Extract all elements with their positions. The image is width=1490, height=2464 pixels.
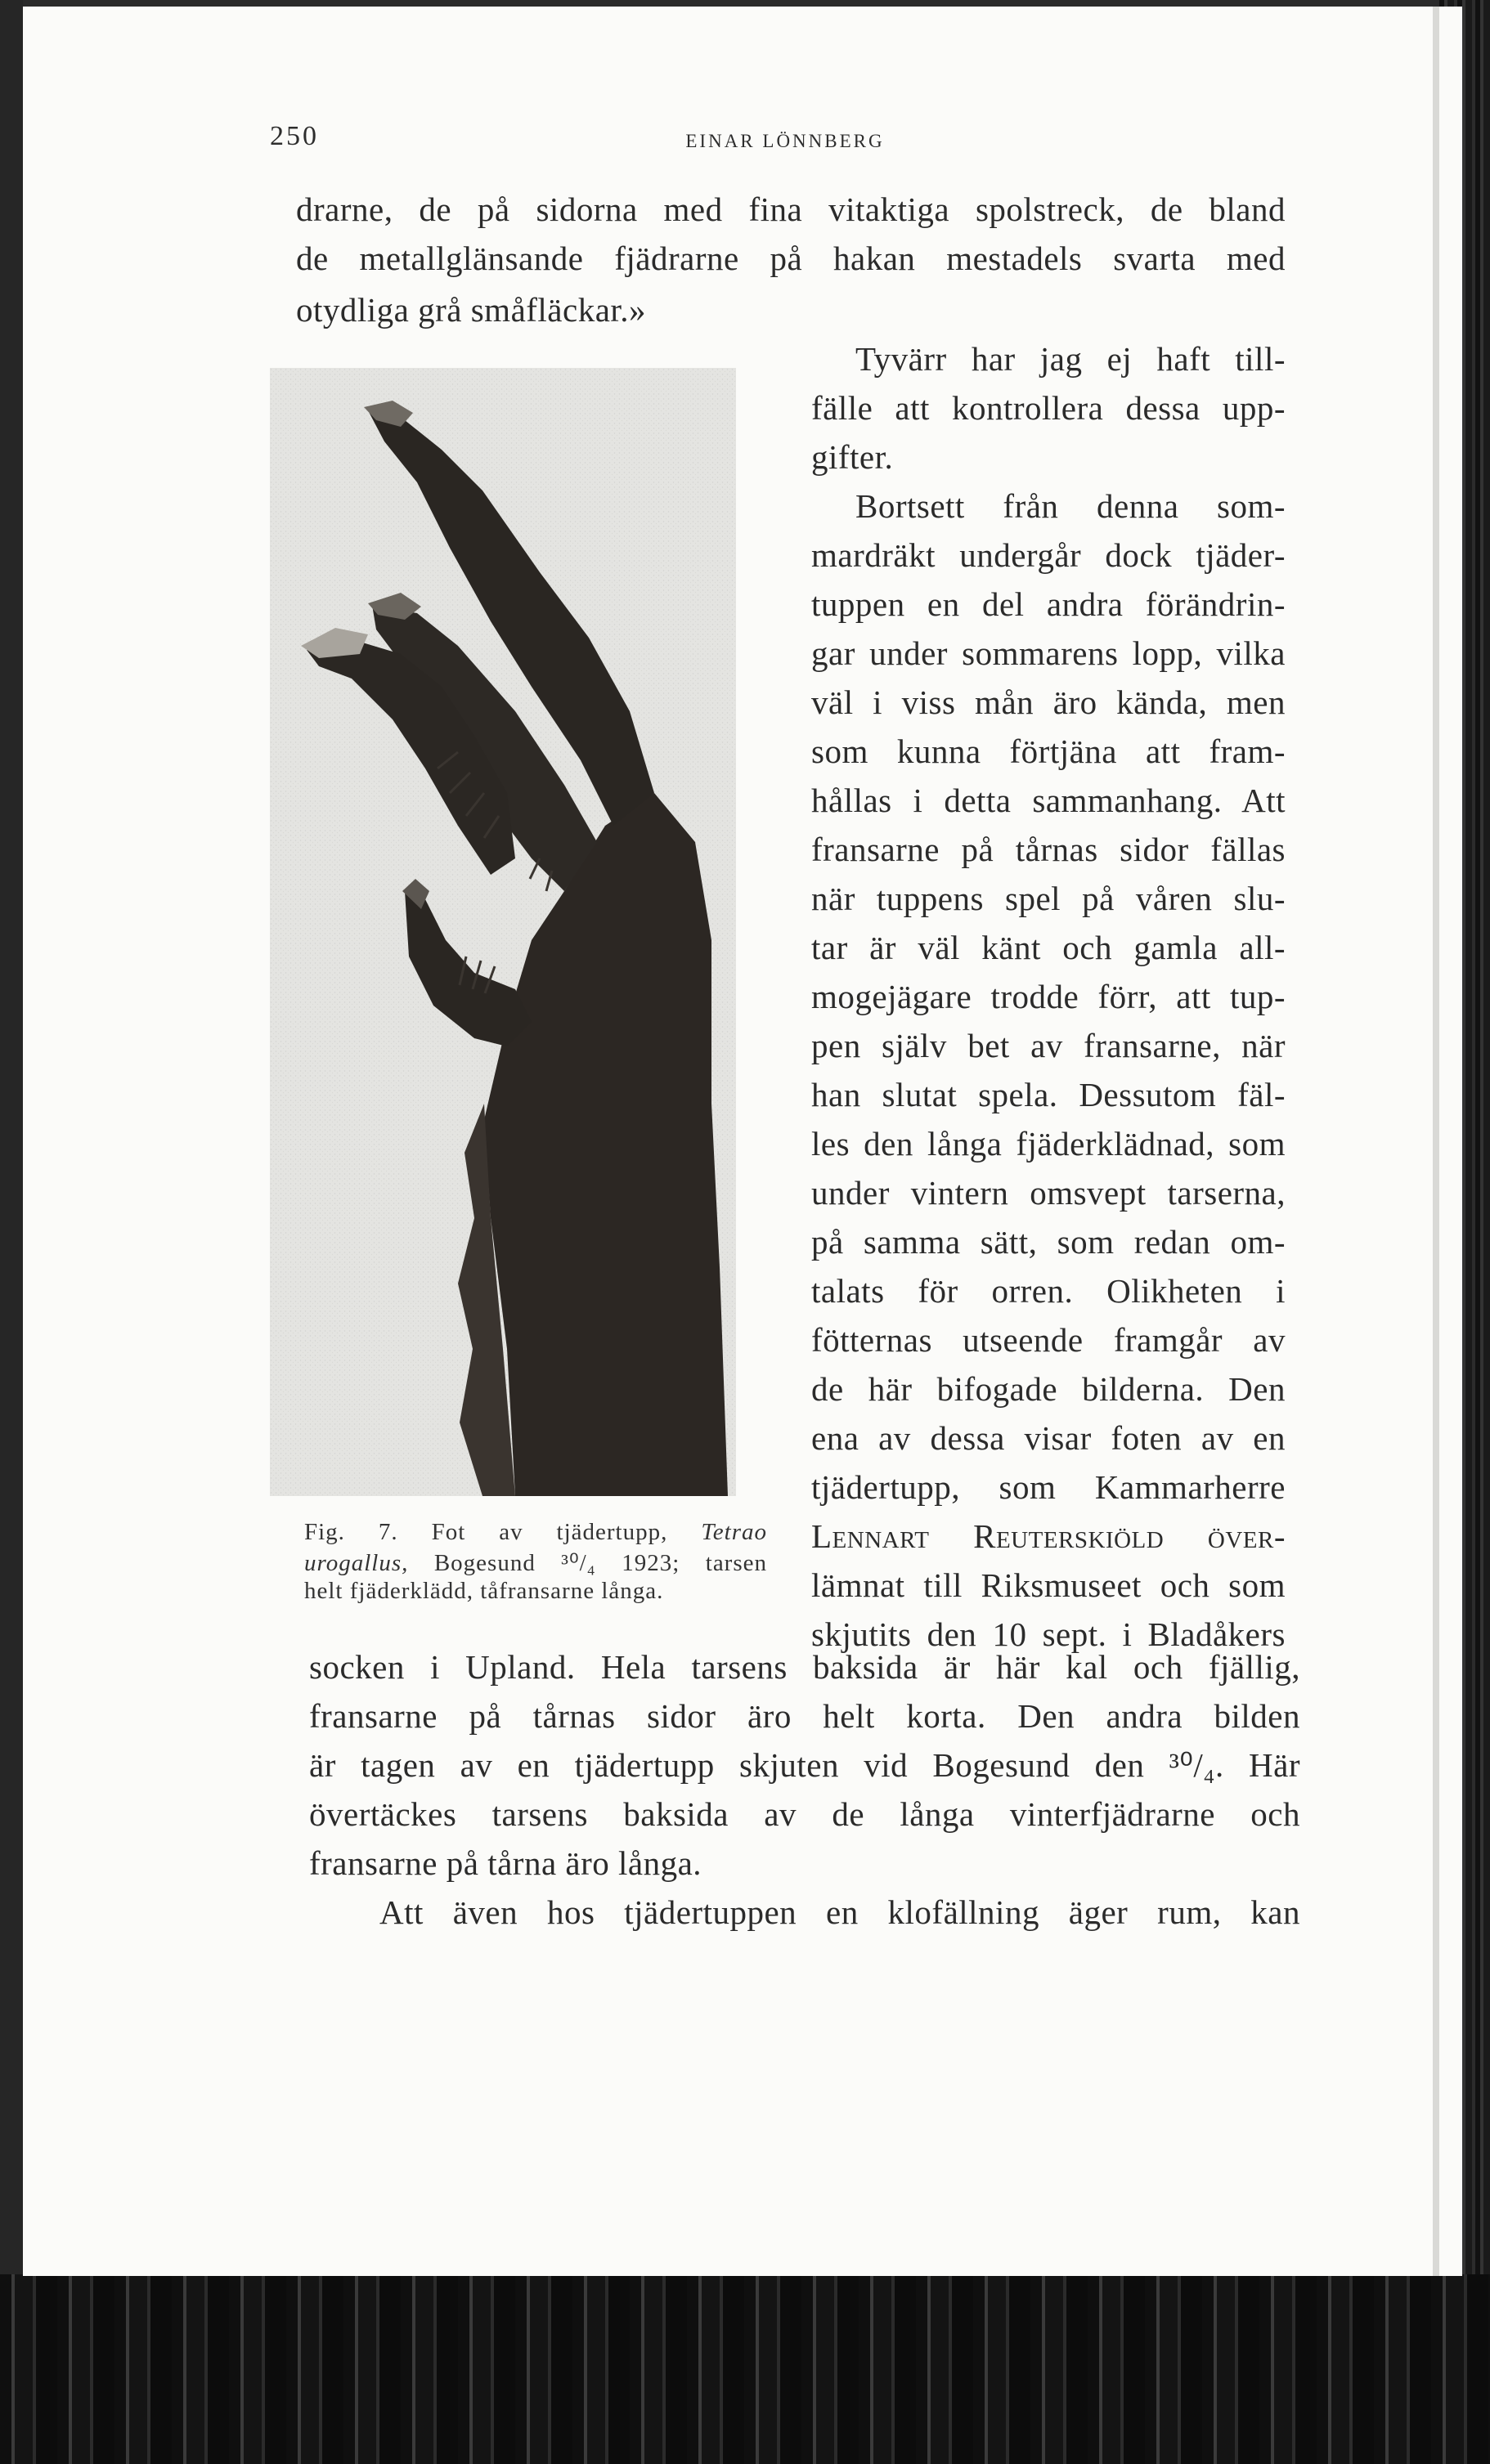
scan-left-edge xyxy=(0,0,23,2281)
running-header xyxy=(270,121,1321,170)
body-line: Lennart Reuterskiöld över- xyxy=(811,1517,1286,1555)
body-line: gar under sommarens lopp, vilka xyxy=(811,634,1286,672)
body-line: tjädertupp, som Kammarherre xyxy=(811,1468,1286,1506)
body-line: Tyvärr har jag ej haft till- xyxy=(855,340,1286,378)
body-line: han slutat spela. Dessutom fäl- xyxy=(811,1076,1286,1113)
figure-photo-grouse-foot xyxy=(270,368,736,1496)
body-line: lämnat till Riksmuseet och som xyxy=(811,1566,1286,1604)
body-line: tuppen en del andra förändrin- xyxy=(811,585,1286,623)
body-line: väl i viss mån äro kända, men xyxy=(811,683,1286,721)
body-line: talats för orren. Olikheten i xyxy=(811,1272,1286,1310)
scan-bottom-strip xyxy=(0,2274,1490,2464)
caption-species-italic: Tetrao xyxy=(701,1519,767,1545)
body-line: Att även hos tjädertuppen en klofällning äger rum, kan xyxy=(379,1893,1300,1931)
body-line: fransarne på tårnas sidor äro helt korta. Den andra bilden xyxy=(309,1697,1300,1735)
page-number: 250 xyxy=(270,121,319,151)
body-line: de metallglänsande fjädrarne på hakan mestadels svarta med xyxy=(296,240,1286,277)
body-line: när tuppens spel på våren slu- xyxy=(811,880,1286,917)
caption-text: Bogesund ³⁰/₄ 1923; tarsen xyxy=(433,1550,767,1576)
running-title: EINAR LÖNNBERG xyxy=(685,131,885,151)
caption-species-italic: urogallus, xyxy=(304,1550,409,1576)
body-line: fötternas utseende framgår av xyxy=(811,1321,1286,1359)
body-line: les den långa fjäderklädnad, som xyxy=(811,1125,1286,1163)
figure-caption-line: helt fjäderklädd, tåfransarne långa. xyxy=(304,1578,664,1604)
body-line: under vintern omsvept tarserna, xyxy=(811,1174,1286,1212)
page-edge-shadow xyxy=(1433,7,1439,2276)
body-line: pen själv bet av fransarne, när xyxy=(811,1027,1286,1064)
body-line: fälle att kontrollera dessa upp- xyxy=(811,389,1286,427)
body-line: ena av dessa visar foten av en xyxy=(811,1419,1286,1457)
body-line: socken i Upland. Hela tarsens baksida är här kal och fjällig, xyxy=(309,1648,1300,1686)
body-line: Bortsett från denna som- xyxy=(855,487,1286,525)
figure-caption-line xyxy=(304,1519,767,1546)
foot-illustration xyxy=(270,368,736,1496)
body-line: hållas i detta sammanhang. Att xyxy=(811,782,1286,819)
body-line: mogejägare trodde förr, att tup- xyxy=(811,978,1286,1015)
body-line: de här bifogade bilderna. Den xyxy=(811,1370,1286,1408)
body-line: är tagen av en tjädertupp skjuten vid Bogesund den ³⁰/₄. Här xyxy=(309,1746,1300,1784)
body-line: drarne, de på sidorna med fina vitaktiga spolstreck, de bland xyxy=(296,190,1286,228)
caption-text: Fig. 7. Fot av tjädertupp, xyxy=(304,1519,668,1545)
body-line: gifter. xyxy=(811,438,894,476)
figure-caption-line xyxy=(304,1548,767,1577)
body-line: mardräkt undergår dock tjäder- xyxy=(811,536,1286,574)
body-line: fransarne på tårna äro långa. xyxy=(309,1844,702,1882)
body-line: fransarne på tårnas sidor fällas xyxy=(811,831,1286,868)
body-line: skjutits den 10 sept. i Bladåkers xyxy=(811,1615,1286,1653)
body-line: otydliga grå småfläckar.» xyxy=(296,291,647,329)
body-line: tar är väl känt och gamla all- xyxy=(811,929,1286,966)
body-line: på samma sätt, som redan om- xyxy=(811,1223,1286,1261)
body-line: som kunna förtjäna att fram- xyxy=(811,732,1286,770)
body-line: övertäckes tarsens baksida av de långa vinterfjädrarne och xyxy=(309,1795,1300,1833)
